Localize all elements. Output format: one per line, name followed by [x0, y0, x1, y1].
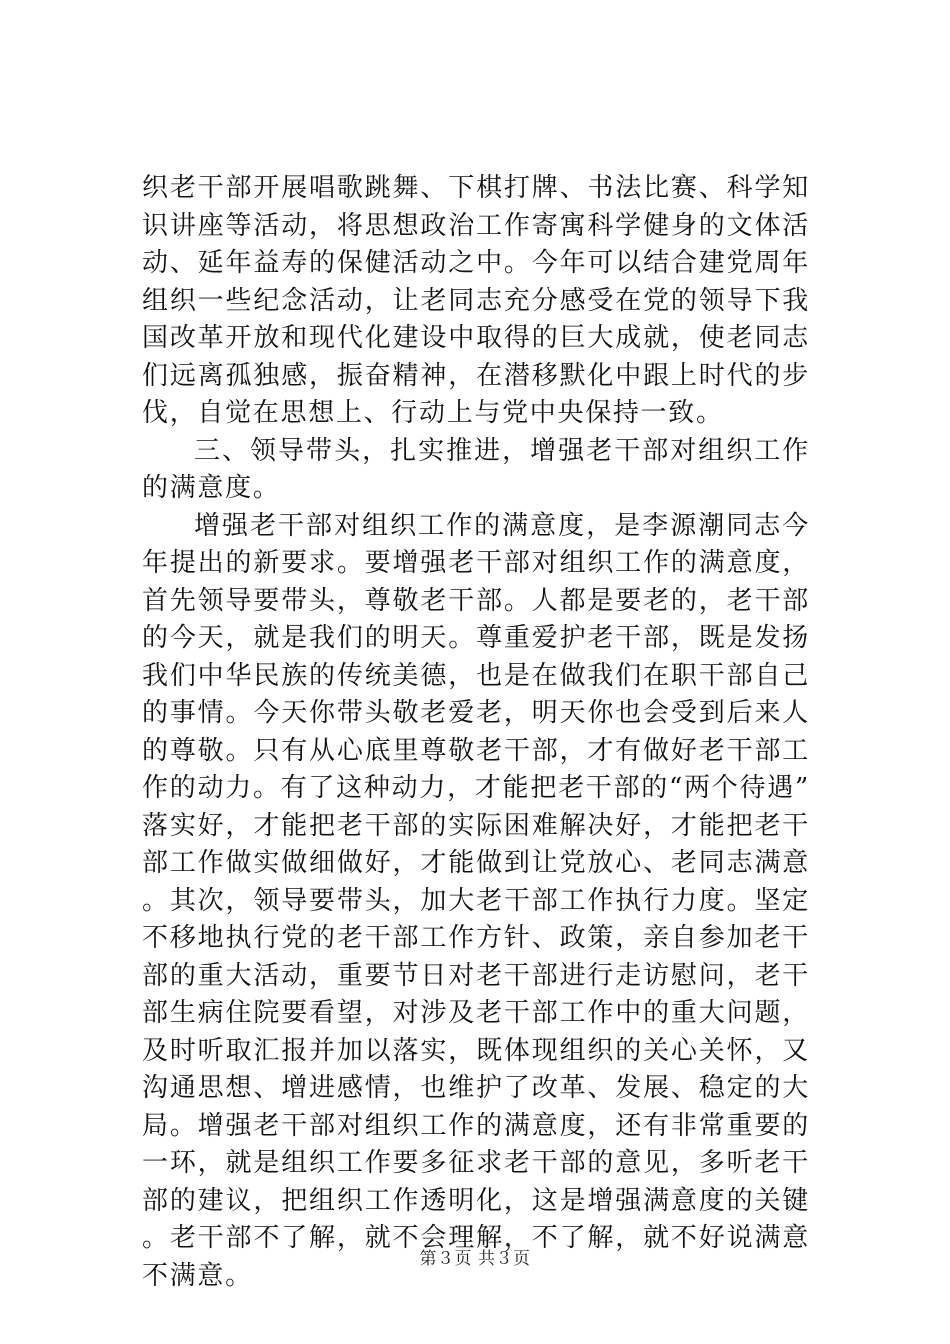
paragraph-continuation: 织老干部开展唱歌跳舞、下棋打牌、书法比赛、科学知识讲座等活动，将思想政治工作寄寓科学健身的文体活动、延年益寿的保健活动之中。今年可以结合建党周年组织一些纪念活动，让老同志充分感受在党的领导下我国改革开放和现代化建设中取得的巨大成就，使老同志们远离孤独感，振奋精神，在潜移默化中跟上时代的步伐，自觉在思想上、行动上与党中央保持一致。 [142, 173, 810, 428]
document-body [142, 170, 810, 1295]
section-heading-3: 三、领导带头，扎实推进，增强老干部对组织工作的满意度。 [142, 435, 810, 503]
paragraph-body: 增强老干部对组织工作的满意度，是李源潮同志今年提出的新要求。要增强老干部对组织工作的满意度，首先领导要带头，尊敬老干部。人都是要老的，老干部的今天，就是我们的明天。尊重爱护老干部，既是发扬我们中华民族的传统美德，也是在做我们在职干部自己的事情。今天你带头敬老爱老，明天你也会受到后来人的尊敬。只有从心底里尊敬老干部，才有做好老干部工作的动力。有了这种动力，才能把老干部的“两个待遇”落实好，才能把老干部的实际困难解决好，才能把老干部工作做实做细做好，才能做到让党放心、老同志满意。其次，领导要带头，加大老干部工作执行力度。坚定不移地执行党的老干部工作方针、政策，亲自参加老干部的重大活动，重要节日对老干部进行走访慰问，老干部生病住院要看望，对涉及老干部工作中的重大问题，及时听取汇报并加以落实，既体现组织的关心关怀，又沟通思想、增进感情，也维护了改革、发展、稳定的大局。增强老干部对组织工作的满意度，还有非常重要的一环，就是组织工作要多征求老干部的意见，多听老干部的建议，把组织工作透明化，这是增强满意度的关键。老干部不了解，就不会理解，不了解，就不好说满意不满意。 [142, 510, 810, 1291]
page-number-footer: 第３页 共３页 [419, 1249, 531, 1269]
